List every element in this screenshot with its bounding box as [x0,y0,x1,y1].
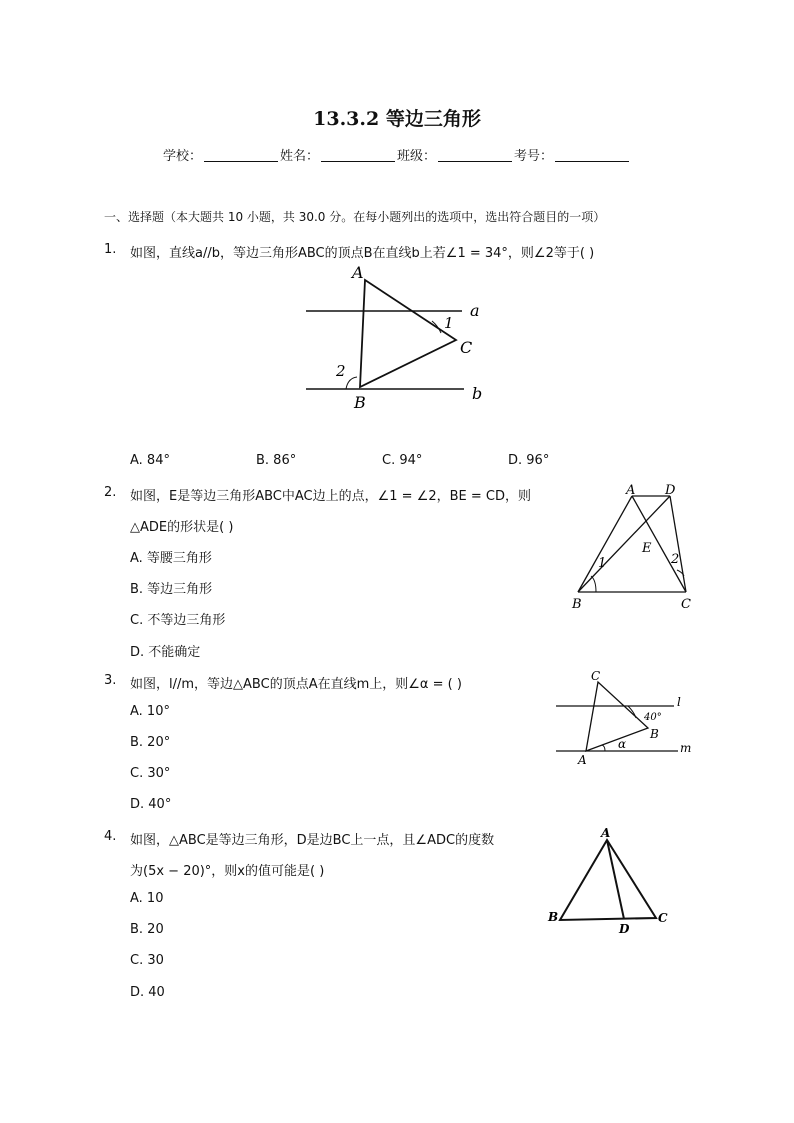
q1-option-b[interactable]: B. 86° [256,453,297,468]
q3-option-a[interactable]: A. 10° [130,704,170,719]
q1-label-2: 2 [336,362,346,380]
q4-option-a[interactable]: A. 10 [130,891,164,906]
q3-label-C: C [591,669,601,683]
q2-option-a[interactable]: A. 等腰三角形 [130,551,212,566]
q4-option-b[interactable]: B. 20 [130,922,164,937]
q4-option-d[interactable]: D. 40 [130,985,165,1000]
q3-option-b[interactable]: B. 20° [130,735,171,750]
student-info-line [0,145,794,164]
q2-label-B: B [572,597,582,612]
q2-label-2: 2 [671,552,680,567]
q3-label-m: m [680,741,692,755]
q1-option-c[interactable]: C. 94° [382,453,423,468]
q3-option-d[interactable]: D. 40° [130,797,172,812]
q3-label-40: 40° [644,712,662,723]
q4-label-A: A [601,826,611,840]
school-label: 学校： [162,149,202,164]
q2-stem-line2: △ADE的形状是( ) [130,520,234,535]
q3-figure [550,666,700,770]
q3-label-A: A [578,753,587,767]
q3-stem: 如图，l//m，等边△ABC的顶点A在直线m上，则∠α = ( ) [130,677,462,692]
q1-label-B: B [354,393,366,412]
q3-label-alpha: α [618,737,627,751]
q4-stem-line2: 为(5x − 20)°，则x的值可能是( ) [130,864,325,879]
q1-figure [296,258,496,414]
q3-label-B: B [650,727,659,741]
q1-triangle [360,280,456,387]
q2-stem-line1: 如图，E是等边三角形ABC中AC边上的点，∠1 = ∠2，BE = CD，则 [130,489,532,504]
q4-option-c[interactable]: C. 30 [130,953,164,968]
q2-label-E: E [642,541,652,556]
q2-label-D: D [665,483,676,498]
exam-no-label: 考号： [514,149,554,164]
q2-label-1: 1 [598,556,607,571]
q4-label-C: C [658,911,668,925]
q2-label-C: C [681,597,691,612]
q4-label-B: B [548,910,559,924]
class-blank [438,148,512,162]
q3-option-c[interactable]: C. 30° [130,766,171,781]
name-label: 姓名： [279,149,319,164]
exam-no-blank [555,148,629,162]
q1-label-a: a [470,301,480,320]
q3-label-l: l [677,695,681,709]
q4-figure [540,822,680,938]
q1-label-1: 1 [444,314,454,332]
q1-angle2-arc [346,377,357,389]
name-blank [321,148,395,162]
class-label: 班级： [397,149,437,164]
q4-number: 4. [104,829,117,844]
school-blank [204,148,278,162]
q1-number: 1. [104,242,117,257]
q1-label-b: b [472,384,483,403]
q4-stem-line1: 如图，△ABC是等边三角形，D是边BC上一点，且∠ADC的度数 [130,833,495,848]
q2-label-A: A [626,483,636,498]
q1-option-d[interactable]: D. 96° [508,453,550,468]
q1-option-a[interactable]: A. 84° [130,453,170,468]
q2-option-d[interactable]: D. 不能确定 [130,645,201,660]
q1-label-C: C [460,338,473,357]
section-heading: 一、选择题（本大题共 10 小题，共 30.0 分。在每小题列出的选项中，选出符合题目的一项） [104,210,606,224]
q4-label-D: D [619,922,630,936]
q3-number: 3. [104,673,117,688]
q1-stem: 如图，直线a//b，等边三角形ABC的顶点B在直线b上若∠1 = 34°，则∠2等于( ) [130,246,595,261]
q2-option-b[interactable]: B. 等边三角形 [130,582,213,597]
q1-label-A: A [352,263,364,282]
page-title: 13.3.2 等边三角形 [313,108,481,130]
q2-option-c[interactable]: C. 不等边三角形 [130,613,226,628]
q2-number: 2. [104,485,117,500]
q2-figure [564,480,704,616]
